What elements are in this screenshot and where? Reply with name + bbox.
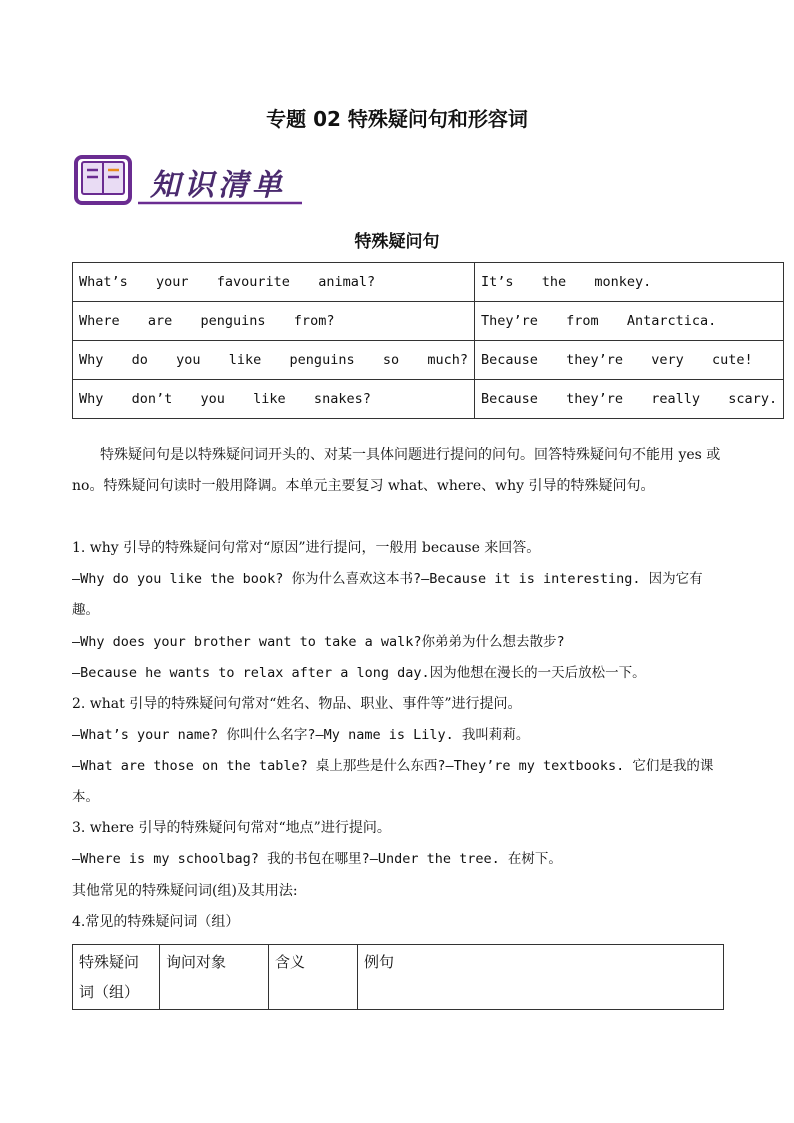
header-cell: 询问对象	[160, 945, 269, 1010]
page-title: 专题 02 特殊疑问句和形容词	[266, 107, 528, 131]
qa-table	[72, 262, 784, 419]
example-why-2: —Why does your brother want to take a walk?你弟弟为什么想去散步?	[72, 634, 565, 650]
answer-cell: They’re from Antarctica.	[474, 302, 783, 341]
example-why-1: —Why do you like the book? 你为什么喜欢这本书?—Because it is interesting. 因为它有趣。	[72, 571, 703, 618]
rule-where: 3. where 引导的特殊疑问句常对“地点”进行提问。	[72, 820, 391, 836]
header-cell: 特殊疑问词（组）	[73, 945, 160, 1010]
answer-cell: It’s the monkey.	[474, 263, 783, 302]
example-why-3: —Because he wants to relax after a long day.因为他想在漫长的一天后放松一下。	[72, 665, 646, 681]
section-4-heading: 4.常见的特殊疑问词（组）	[72, 914, 240, 930]
answer-cell: Because they’re really scary.	[474, 380, 783, 419]
question-cell: Why do you like penguins so much?	[73, 341, 475, 380]
answer-cell: Because they’re very cute!	[474, 341, 783, 380]
example-what-1: —What’s your name? 你叫什么名字?—My name is Lily. 我叫莉莉。	[72, 727, 530, 743]
example-what-2: —What are those on the table? 桌上那些是什么东西?—They’re my textbooks. 它们是我的课本。	[72, 758, 714, 805]
question-cell: Where are penguins from?	[73, 302, 475, 341]
table-header-row	[73, 945, 724, 1010]
other-words-intro: 其他常见的特殊疑问词(组)及其用法:	[72, 883, 298, 899]
table-row	[73, 302, 784, 341]
intro-paragraph: 特殊疑问句是以特殊疑问词开头的、对某一具体问题进行提问的问句。回答特殊疑问句不能用 yes 或 no。特殊疑问句读时一般用降调。本单元主要复习 what、where、why 引导的特殊疑问句。	[72, 447, 721, 494]
table-row	[73, 380, 784, 419]
table-row	[73, 263, 784, 302]
rule-why: 1. why 引导的特殊疑问句常对“原因”进行提问，一般用 because 来回答。	[72, 540, 541, 556]
question-cell: What’s your favourite animal?	[73, 263, 475, 302]
table-row	[73, 341, 784, 380]
banner-title: 知识清单	[150, 168, 286, 203]
section-title: 特殊疑问句	[354, 232, 440, 252]
header-cell: 例句	[358, 945, 724, 1010]
example-where: —Where is my schoolbag? 我的书包在哪里?—Under the tree. 在树下。	[72, 851, 562, 867]
question-words-table	[72, 944, 724, 1010]
question-cell: Why don’t you like snakes?	[73, 380, 475, 419]
header-cell: 含义	[269, 945, 358, 1010]
rule-what: 2. what 引导的特殊疑问句常对“姓名、物品、职业、事件等”进行提问。	[72, 696, 522, 712]
